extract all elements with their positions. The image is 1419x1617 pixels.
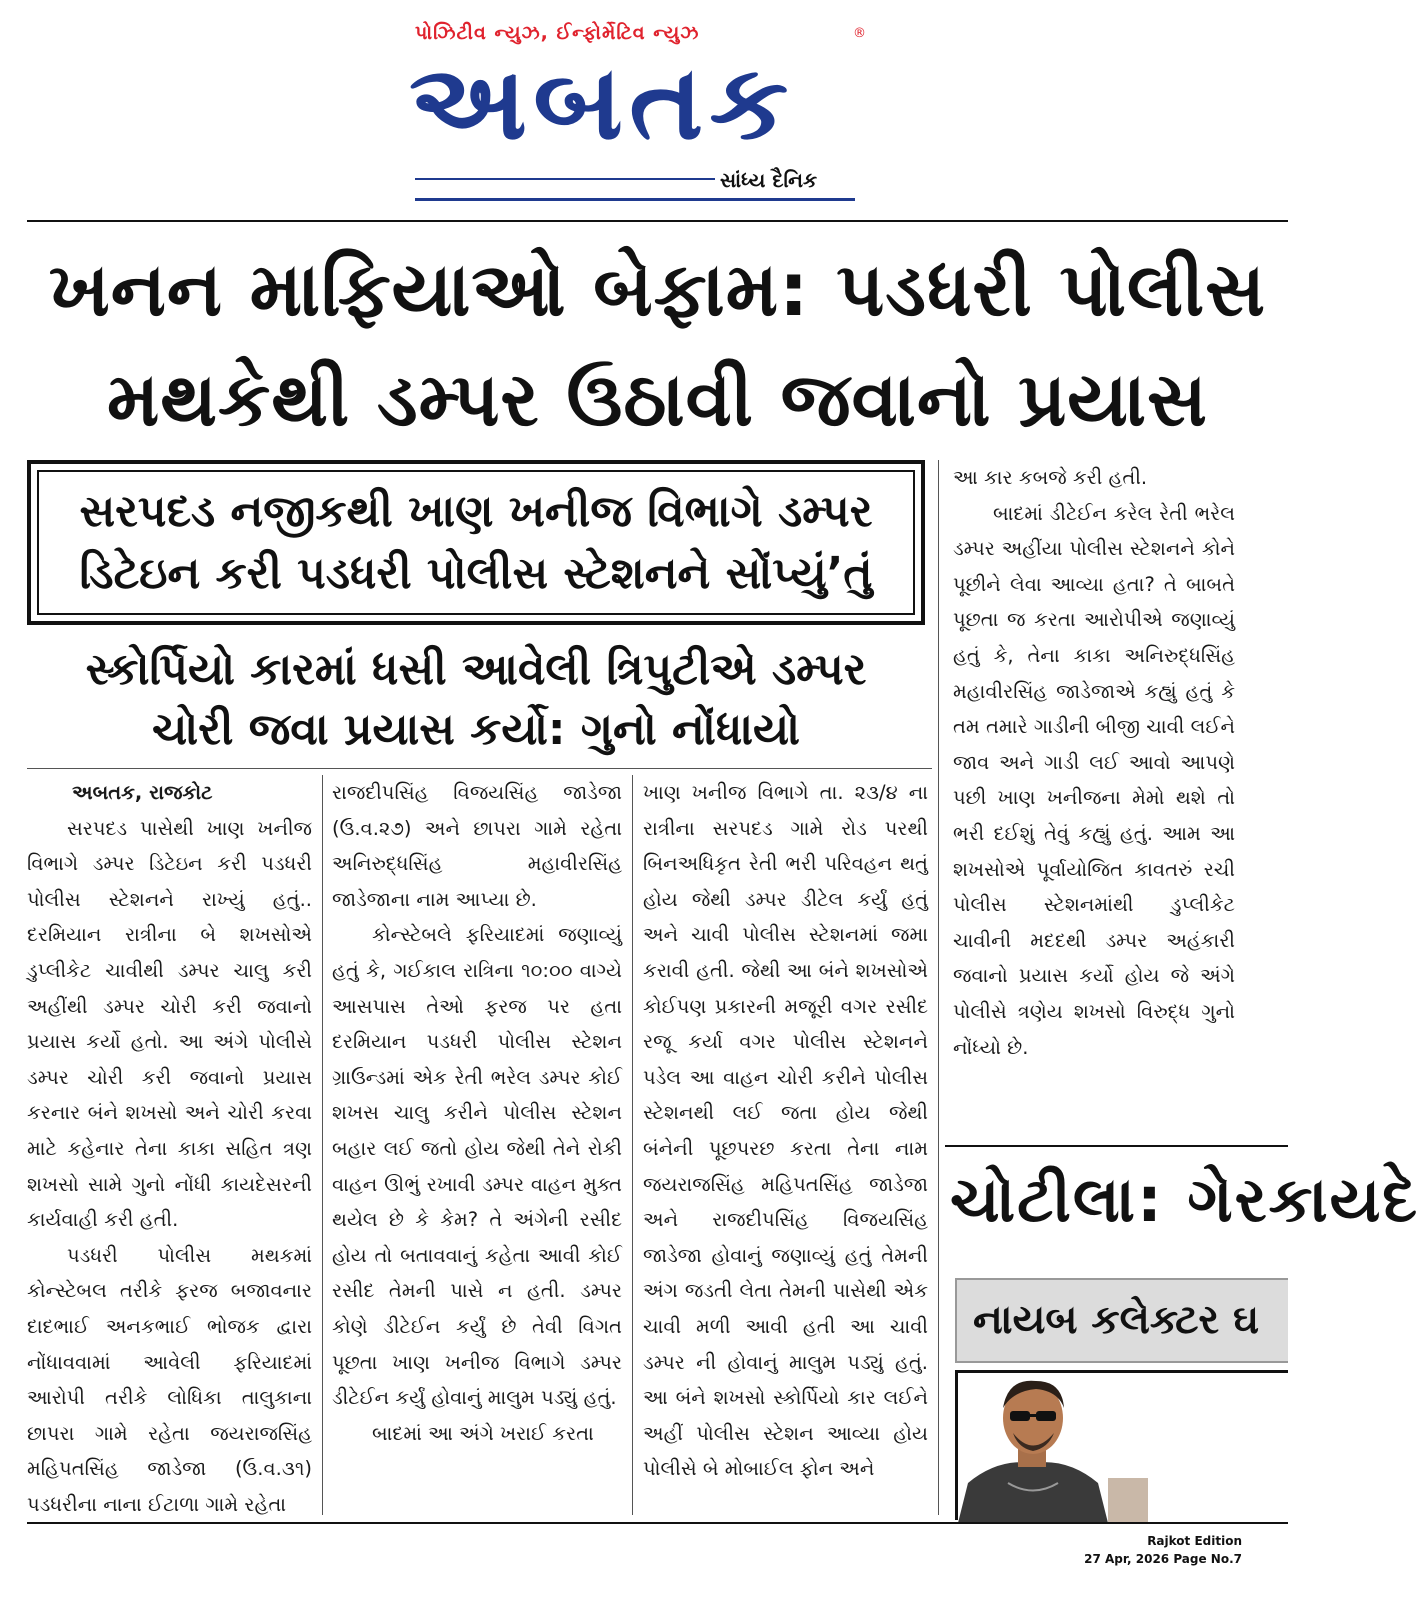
edition-name: Rajkot Edition [1147, 1534, 1242, 1548]
side-story-box-text: નાયબ કલેક્ટર ઘ [973, 1297, 1260, 1343]
person-photo-illustration [958, 1373, 1291, 1523]
bottom-divider [27, 1522, 1288, 1524]
article-paragraph: રાજદીપસિંહ વિજયસિંહ જાડેજા (ઉ.વ.૨૭) અને છાપરા ગામે રહેતા અનિરુદ્ધસિંહ મહાવીરસિંહ જાડેજાના નામ આપ્યા છે. [332, 781, 622, 911]
newspaper-logo: અબતક [409, 43, 795, 163]
column-divider-1 [322, 775, 323, 1515]
dateline: અબતક, રાજકોટ [72, 781, 213, 804]
registered-mark: ® [853, 26, 866, 41]
article-column-2 [332, 775, 622, 1451]
edition-date-page: 27 Apr, 2026 Page No.7 [1084, 1552, 1242, 1566]
side-story-headline: ચોટીલા: ગેરકાયદે [950, 1163, 1419, 1236]
article-paragraph: બાદમાં આ અંગે ખરાઈ કરતા [372, 1421, 594, 1445]
edition-info [1084, 1532, 1242, 1568]
boxed-subheadline-line-1: સરપદડ નજીકથી ખાણ ખનીજ વિભાગે ડમ્પર [79, 485, 873, 537]
article-paragraph: બાદમાં ડીટેઈન કરેલ રેતી ભરેલ ડમ્પર અહીંયા પોલીસ સ્ટેશનને કોને પૂછીને લેવા આવ્યા હતા? તે બાબતે પૂછતા જ કરતા આરોપીએ જણાવ્યું હતું કે, તેના કાકા અનિરુદ્ધસિંહ મહાવીરસિંહ જાડેજાએ કહ્યું હતું કે તમ તમારે ગાડીની બીજી ચાવી લઈને જાવ અને ગાડી લઈ આવો આપણે પછી ખાણ ખનીજના મેમો થશે તો ભરી દઈશું તેવું કહ્યું હતું. આમ આ શખસોએ પૂર્વાયોજિત કાવતરું રચી પોલીસ સ્ટેશનમાંથી ડુપ્લીકેટ ચાવીની મદદથી ડમ્પર અહંકારી જવાનો પ્રયાસ કર્યો હોય જે અંગે પોલીસે ત્રણેય શખસો વિરુદ્ધ ગુનો નોંધ્યો છે. [953, 501, 1235, 1059]
column-divider-3 [938, 460, 939, 1515]
main-headline-line-1: ખનન માફિયાઓ બેફામ: પડધરી પોલીસ [48, 247, 1267, 333]
article-paragraph: સરપદડ પાસેથી ખાણ ખનીજ વિભાગે ડમ્પર ડિટેઇન કરી પડધરી પોલીસ સ્ટેશનને રાખ્યું હતું.. દરમિયાન રાત્રીના બે શખસોએ ડુપ્લીકેટ ચાવીથી ડમ્પર ચાલુ કરી અહીંથી ડમ્પર ચોરી કરી જવાનો પ્રયાસ કર્યો હતો. આ અંગે પોલીસે ડમ્પર ચોરી કરી જવાનો પ્રયાસ કરનાર બંને શખસો અને ચોરી કરવા માટે કહેનાર તેના કાકા સહિત ત્રણ શખસો સામે ગુનો નોંધી કાયદેસરની કાર્યવાહી કરી હતી. [27, 816, 312, 1232]
masthead [409, 18, 875, 208]
boxed-subheadline-inner [37, 470, 915, 615]
article-column-3 [643, 775, 928, 1487]
boxed-subheadline-line-2: ડિટેઇન કરી પડધરી પોલીસ સ્ટેશનને સોંપ્યું’તું [79, 547, 873, 599]
article-column-1 [27, 775, 312, 1522]
article-paragraph: આ કાર કબજે કરી હતી. [953, 466, 1148, 489]
article-paragraph: ખાણ ખનીજ વિભાગે તા. ૨૩/૪ ના રાત્રીના સરપદડ ગામે રોડ પરથી બિનઅધિકૃત રેતી ભરી પરિવહન થતું હોય જેથી ડમ્પર ડીટેલ કર્યું હતું અને ચાવી પોલીસ સ્ટેશનમાં જમા કરાવી હતી. જેથી આ બંને શખસોએ કોઈપણ પ્રકારની મજૂરી વગર રસીદ રજૂ કર્યા વગર પોલીસ સ્ટેશનને પડેલ આ વાહન ચોરી કરીને પોલીસ સ્ટેશનથી લઈ જતા હોય જેથી બંનેની પૂછપરછ કરતા તેના નામ જયરાજસિંહ મહિપતસિંહ જાડેજા અને રાજદીપસિંહ વિજયસિંહ જાડેજા હોવાનું જણાવ્યું હતું તેમની અંગ જડતી લેતા તેમની પાસેથી એક ચાવી મળી આવી હતી આ ચાવી ડમ્પર ની હોવાનું માલુમ પડ્યું હતું. આ બંને શખસો સ્કોર્પિયો કાર લઈને અહીં પોલીસ સ્ટેશન આવ્યા હોય પોલીસે બે મોબાઈલ ફોન અને [643, 781, 928, 1481]
masthead-tagline: પોઝિટીવ ન્યુઝ, ઈન્ફોર્મેટિવ ન્યુઝ [415, 22, 700, 44]
subheadline-line-1: સ્કોર્પિયો કારમાં ધસી આવેલી ત્રિપુટીએ ડમ્પર [85, 644, 867, 695]
masthead-subtitle: સાંધ્ય દૈનિક [720, 168, 818, 192]
side-story-divider [945, 1145, 1288, 1147]
boxed-subheadline [27, 460, 925, 625]
main-headline-line-2: મથકેથી ડમ્પર ઉઠાવી જવાનો પ્રયાસ [107, 357, 1208, 443]
article-column-4 [953, 460, 1235, 1065]
logo-underline [415, 178, 715, 180]
side-story-photo [955, 1370, 1288, 1520]
article-paragraph: પડધરી પોલીસ મથકમાં કોન્સ્ટેબલ તરીકે ફરજ બજાવનાર દાદભાઈ અનકભાઈ ભોજક દ્વારા નોંધાવવામાં આવેલી ફરિયાદમાં આરોપી તરીકે લોધિકા તાલુકાના છાપરા ગામે રહેતા જયરાજસિંહ મહિપતસિંહ જાડેજા (ઉ.વ.૩૧) પડધરીના નાના ઈટાળા ગામે રહેતા [27, 1243, 312, 1516]
top-divider [27, 220, 1288, 222]
column-divider-2 [632, 775, 633, 1515]
article-paragraph: કોન્સ્ટેબલે ફરિયાદમાં જણાવ્યું હતું કે, ગઈકાલ રાત્રિના ૧૦:૦૦ વાગ્યે આસપાસ તેઓ ફરજ પર હતા દરમિયાન પડધરી પોલીસ સ્ટેશન ગ્રાઉન્ડમાં એક રેતી ભરેલ ડમ્પર કોઈ શખસ ચાલુ કરીને પોલીસ સ્ટેશન બહાર લઈ જતો હોય જેથી તેને રોકી વાહન ઊભું રખાવી ડમ્પર વાહન મુક્ત થયેલ છે કે કેમ? તે અંગેની રસીદ હોય તો બતાવવાનું કહેતા આવી કોઈ રસીદ તેમની પાસે ન હતી. ડમ્પર કોણે ડીટેઈન કર્યું છે તેવી વિગત પૂછતા ખાણ ખનીજ વિભાગે ડમ્પર ડીટેઈન કર્યું હોવાનું માલુમ પડ્યું હતું. [332, 923, 622, 1410]
subheadline [27, 640, 925, 760]
logo-underline-2 [415, 198, 855, 201]
side-story-box [955, 1278, 1288, 1363]
subhead-divider [27, 768, 932, 769]
subheadline-line-2: ચોરી જવા પ્રયાસ કર્યો: ગુનો નોંધાયો [151, 704, 801, 755]
